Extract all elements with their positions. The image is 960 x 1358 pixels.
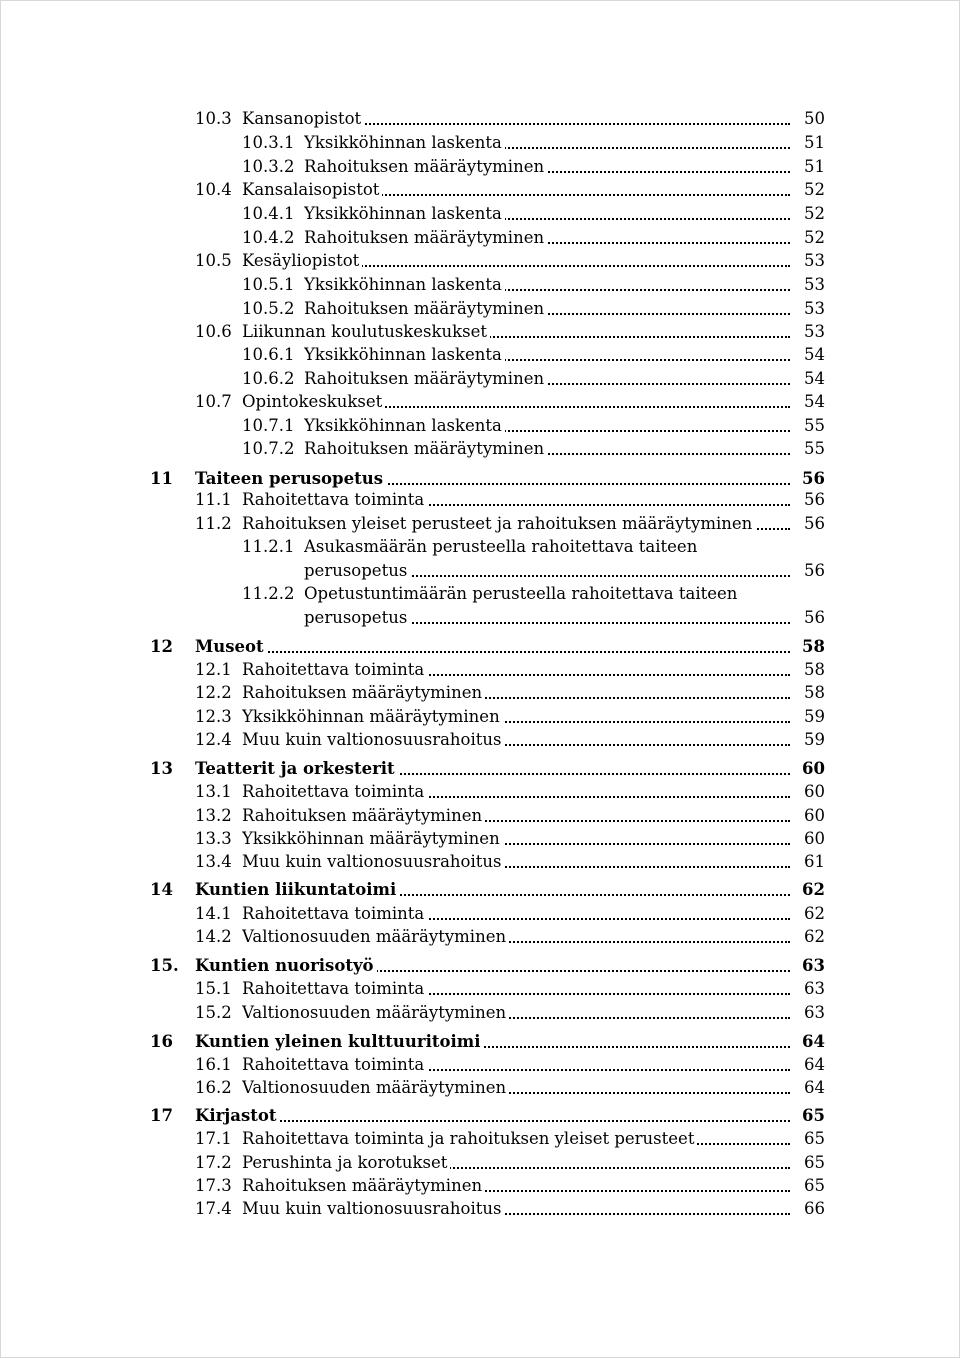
- toc-page-number: 58: [804, 660, 825, 679]
- toc-entry[interactable]: [150, 978, 825, 1000]
- toc-entry[interactable]: [150, 179, 825, 201]
- dot-leader: [195, 1120, 790, 1122]
- toc-page-number: 55: [804, 439, 825, 458]
- toc-entry[interactable]: [150, 1002, 825, 1024]
- toc-number: 17.3: [195, 1176, 232, 1195]
- toc-title-text: Rahoituksen määräytyminen: [242, 683, 485, 702]
- toc-entry[interactable]: [150, 1054, 825, 1076]
- toc-number: 12.3: [195, 707, 232, 726]
- toc-title: [242, 978, 790, 1000]
- dot-leader: [195, 651, 790, 653]
- toc-title: [242, 1002, 790, 1024]
- toc-title-text: Muu kuin valtionosuusrahoitus: [242, 852, 504, 871]
- toc-title-text: Rahoituksen määräytyminen: [242, 1176, 485, 1195]
- toc-entry[interactable]: [150, 368, 825, 390]
- toc-title-text: Opintokeskukset: [242, 392, 385, 411]
- toc-number: 17: [150, 1106, 173, 1125]
- toc-title: [195, 1031, 790, 1053]
- toc-title-text: Kuntien yleinen kulttuuritoimi: [195, 1032, 483, 1051]
- toc-title-text: Rahoitettava toiminta: [242, 490, 427, 509]
- toc-number: 13.1: [195, 782, 232, 801]
- toc-entry[interactable]: [150, 108, 825, 130]
- toc-entry[interactable]: [150, 805, 825, 827]
- toc-title-text: Yksikköhinnan laskenta: [304, 275, 505, 294]
- toc-title-text: Valtionosuuden määräytyminen: [242, 1003, 509, 1022]
- toc-number: 11: [150, 469, 173, 488]
- toc-page-number: 60: [804, 782, 825, 801]
- toc-page-number: 63: [804, 1003, 825, 1022]
- toc-title: [242, 781, 790, 803]
- toc-entry[interactable]: [150, 659, 825, 681]
- toc-title-text: Kuntien liikuntatoimi: [195, 880, 399, 899]
- toc-entry[interactable]: [150, 1198, 825, 1220]
- toc-title: [242, 489, 790, 511]
- toc-number: 10.3: [195, 109, 232, 128]
- toc-title: [242, 321, 790, 343]
- toc-entry[interactable]: [150, 250, 825, 272]
- toc-entry[interactable]: [150, 851, 825, 873]
- toc-entry[interactable]: [150, 536, 825, 558]
- toc-number: 10.5.2: [242, 299, 295, 318]
- toc-page-number: 56: [804, 490, 825, 509]
- toc-title: [242, 1152, 790, 1174]
- toc-number: 14.1: [195, 904, 232, 923]
- toc-number: 12.1: [195, 660, 232, 679]
- toc-entry[interactable]: [150, 298, 825, 320]
- toc-title: [242, 805, 790, 827]
- toc-page-number: 60: [802, 759, 825, 778]
- toc-title: [242, 659, 790, 681]
- toc-title: [242, 926, 790, 948]
- toc-chapter[interactable]: [150, 955, 825, 977]
- toc-page-number: 53: [804, 299, 825, 318]
- toc-page-number: 60: [804, 829, 825, 848]
- toc-entry[interactable]: [150, 438, 825, 460]
- toc-title-text: Rahoitettava toiminta ja rahoituksen yleiset perusteet: [242, 1129, 697, 1148]
- toc-number: 12.2: [195, 683, 232, 702]
- toc-title: [304, 536, 790, 558]
- toc-title-text: Rahoitettava toiminta: [242, 660, 427, 679]
- toc-title-text: Rahoituksen määräytyminen: [304, 439, 547, 458]
- toc-number: 13.2: [195, 806, 232, 825]
- toc-number: 10.7.1: [242, 416, 295, 435]
- toc-number: 10.7.2: [242, 439, 295, 458]
- toc-number: 13.3: [195, 829, 232, 848]
- toc-title: [242, 513, 790, 535]
- toc-title: [242, 250, 790, 272]
- toc-number: 10.6: [195, 322, 232, 341]
- toc-page-number: 65: [804, 1153, 825, 1172]
- toc-number: 11.2.1: [242, 537, 295, 556]
- toc-page-number: 53: [804, 275, 825, 294]
- toc-page-number: 53: [804, 251, 825, 270]
- toc-title-text: Rahoituksen määräytyminen: [304, 228, 547, 247]
- toc-title-text: Kesäyliopistot: [242, 251, 362, 270]
- toc-title-text: Rahoituksen yleiset perusteet ja rahoituksen määräytyminen: [242, 514, 755, 533]
- toc-page-number: 64: [804, 1078, 825, 1097]
- toc-entry[interactable]: [150, 583, 825, 605]
- toc-title: [304, 344, 790, 366]
- toc-page-number: 59: [804, 707, 825, 726]
- toc-number: 10.7: [195, 392, 232, 411]
- toc-title-text: Asukasmäärän perusteella rahoitettava taiteen: [304, 537, 700, 556]
- toc-entry[interactable]: [150, 415, 825, 437]
- toc-title-text: Muu kuin valtionosuusrahoitus: [242, 1199, 504, 1218]
- toc-number: 10.3.2: [242, 157, 295, 176]
- toc-page-number: 51: [804, 133, 825, 152]
- toc-title-text: perusopetus: [304, 561, 410, 580]
- toc-title-text: Rahoitettava toiminta: [242, 782, 427, 801]
- toc-entry[interactable]: [150, 513, 825, 535]
- toc-chapter[interactable]: [150, 468, 825, 490]
- toc-title-text: Valtionosuuden määräytyminen: [242, 927, 509, 946]
- toc-title-text: Museot: [195, 637, 267, 656]
- toc-number: 10.3.1: [242, 133, 295, 152]
- toc-number: 10.5: [195, 251, 232, 270]
- toc-entry[interactable]: [150, 1128, 825, 1150]
- toc-title-text: Yksikköhinnan laskenta: [304, 345, 505, 364]
- toc-page-number: 62: [802, 880, 825, 899]
- toc-page-number: 56: [802, 469, 825, 488]
- toc-title-text: Yksikköhinnan määräytyminen: [242, 707, 503, 726]
- toc-title-text: Yksikköhinnan laskenta: [304, 204, 505, 223]
- toc-title: [304, 203, 790, 225]
- toc-title-text: Valtionosuuden määräytyminen: [242, 1078, 509, 1097]
- toc-number: 15.: [150, 956, 179, 975]
- toc-number: 12.4: [195, 730, 232, 749]
- toc-page-number: 56: [804, 561, 825, 580]
- toc-number: 16: [150, 1032, 173, 1051]
- toc-number: 10.6.2: [242, 369, 295, 388]
- toc-title-text: Liikunnan koulutuskeskukset: [242, 322, 490, 341]
- toc-title-text: Opetustuntimäärän perusteella rahoitettava taiteen: [304, 584, 740, 603]
- toc-entry[interactable]: [150, 489, 825, 511]
- toc-title: [304, 298, 790, 320]
- toc-page-number: 52: [804, 204, 825, 223]
- toc-entry[interactable]: [150, 156, 825, 178]
- toc-title-text: Yksikköhinnan laskenta: [304, 416, 505, 435]
- toc-title: [304, 438, 790, 460]
- toc-title: [304, 415, 790, 437]
- toc-title-text: Taiteen perusopetus: [195, 469, 386, 488]
- toc-page-number: 53: [804, 322, 825, 341]
- toc-page-number: 59: [804, 730, 825, 749]
- toc-title: [242, 1198, 790, 1220]
- toc-chapter[interactable]: [150, 1031, 825, 1053]
- toc-chapter[interactable]: [150, 636, 825, 658]
- toc-title-text: Rahoituksen määräytyminen: [242, 806, 485, 825]
- toc-page-number: 54: [804, 392, 825, 411]
- toc-page-number: 64: [804, 1055, 825, 1074]
- toc-page-number: 65: [804, 1176, 825, 1195]
- toc-entry[interactable]: [150, 132, 825, 154]
- toc-number: 10.4.1: [242, 204, 295, 223]
- toc-title: [304, 560, 790, 582]
- toc-entry[interactable]: [150, 706, 825, 728]
- toc-number: 17.2: [195, 1153, 232, 1172]
- toc-page-number: 50: [804, 109, 825, 128]
- toc-title: [242, 391, 790, 413]
- toc-entry[interactable]: [150, 391, 825, 413]
- toc-entry[interactable]: [150, 729, 825, 751]
- toc-title-text: Muu kuin valtionosuusrahoitus: [242, 730, 504, 749]
- toc-number: 10.4: [195, 180, 232, 199]
- toc-title: [195, 879, 790, 901]
- toc-title: [242, 1175, 790, 1197]
- toc-title-text: Rahoitettava toiminta: [242, 904, 427, 923]
- toc-entry[interactable]: [150, 781, 825, 803]
- toc-page-number: 60: [804, 806, 825, 825]
- toc-chapter[interactable]: [150, 758, 825, 780]
- toc-page-number: 62: [804, 904, 825, 923]
- toc-title-text: Rahoituksen määräytyminen: [304, 157, 547, 176]
- toc-page-number: 56: [804, 514, 825, 533]
- toc-number: 14.2: [195, 927, 232, 946]
- toc-entry[interactable]: [150, 682, 825, 704]
- toc-number: 12: [150, 637, 173, 656]
- toc-title: [242, 108, 790, 130]
- toc-title-text: Kirjastot: [195, 1106, 280, 1125]
- toc-page-number: 52: [804, 228, 825, 247]
- toc-title: [242, 903, 790, 925]
- toc-entry[interactable]: [150, 1175, 825, 1197]
- toc-title: [195, 636, 790, 658]
- toc-page-number: 62: [804, 927, 825, 946]
- toc-number: 13: [150, 759, 173, 778]
- toc-title: [242, 851, 790, 873]
- toc-page-number: 51: [804, 157, 825, 176]
- toc-page-number: 55: [804, 416, 825, 435]
- toc-entry[interactable]: [150, 227, 825, 249]
- toc-number: 15.1: [195, 979, 232, 998]
- toc-title-text: Yksikköhinnan laskenta: [304, 133, 505, 152]
- toc-entry[interactable]: [150, 274, 825, 296]
- toc-title: [304, 368, 790, 390]
- toc-entry[interactable]: [150, 344, 825, 366]
- toc-entry[interactable]: [150, 203, 825, 225]
- toc-title-text: Teatterit ja orkesterit: [195, 759, 398, 778]
- toc-title: [304, 274, 790, 296]
- toc-number: 17.1: [195, 1129, 232, 1148]
- toc-entry[interactable]: [150, 903, 825, 925]
- toc-number: 10.4.2: [242, 228, 295, 247]
- toc-title-text: perusopetus: [304, 608, 410, 627]
- toc-entry[interactable]: [150, 828, 825, 850]
- toc-page-number: 66: [804, 1199, 825, 1218]
- toc-page-number: 63: [802, 956, 825, 975]
- toc-title: [195, 468, 790, 490]
- toc-title: [242, 828, 790, 850]
- toc-title-text: Rahoitettava toiminta: [242, 979, 427, 998]
- toc-entry[interactable]: [150, 560, 825, 582]
- toc-page-number: 58: [802, 637, 825, 656]
- toc-title: [242, 1077, 790, 1099]
- toc-title: [195, 955, 790, 977]
- toc-number: 14: [150, 880, 173, 899]
- toc-entry[interactable]: [150, 1152, 825, 1174]
- toc-title: [242, 179, 790, 201]
- toc-chapter[interactable]: [150, 1105, 825, 1127]
- toc-title: [195, 1105, 790, 1127]
- toc-page-number: 64: [802, 1032, 825, 1051]
- toc-title: [304, 132, 790, 154]
- toc-number: 16.2: [195, 1078, 232, 1097]
- toc-number: 17.4: [195, 1199, 232, 1218]
- toc-title: [195, 758, 790, 780]
- toc-title: [304, 227, 790, 249]
- toc-page-number: 58: [804, 683, 825, 702]
- toc-title: [304, 607, 790, 629]
- toc-entry[interactable]: [150, 321, 825, 343]
- toc-page-number: 65: [804, 1129, 825, 1148]
- toc-number: 11.2: [195, 514, 232, 533]
- toc-title-text: Kuntien nuorisotyö: [195, 956, 377, 975]
- toc-page-number: 61: [804, 852, 825, 871]
- toc-number: 15.2: [195, 1003, 232, 1022]
- toc-title: [242, 706, 790, 728]
- toc-number: 10.6.1: [242, 345, 295, 364]
- toc-title-text: Kansalaisopistot: [242, 180, 382, 199]
- toc-number: 16.1: [195, 1055, 232, 1074]
- toc-title-text: Rahoitettava toiminta: [242, 1055, 427, 1074]
- toc-title: [242, 1054, 790, 1076]
- toc-entry[interactable]: [150, 926, 825, 948]
- toc-title-text: Rahoituksen määräytyminen: [304, 299, 547, 318]
- toc-title-text: Yksikköhinnan määräytyminen: [242, 829, 503, 848]
- toc-title: [242, 729, 790, 751]
- toc-title: [304, 156, 790, 178]
- toc-number: 10.5.1: [242, 275, 295, 294]
- toc-title: [304, 583, 790, 605]
- toc-number: 13.4: [195, 852, 232, 871]
- toc-page-number: 63: [804, 979, 825, 998]
- toc-entry[interactable]: [150, 607, 825, 629]
- toc-page-number: 56: [804, 608, 825, 627]
- toc-number: 11.1: [195, 490, 232, 509]
- toc-title-text: Kansanopistot: [242, 109, 364, 128]
- toc-title-text: Perushinta ja korotukset: [242, 1153, 450, 1172]
- toc-page-number: 65: [802, 1106, 825, 1125]
- toc-chapter[interactable]: [150, 879, 825, 901]
- toc-title-text: Rahoituksen määräytyminen: [304, 369, 547, 388]
- toc-title: [242, 1128, 790, 1150]
- toc-entry[interactable]: [150, 1077, 825, 1099]
- toc-number: 11.2.2: [242, 584, 295, 603]
- toc-page-number: 54: [804, 369, 825, 388]
- toc-page-number: 52: [804, 180, 825, 199]
- toc-title: [242, 682, 790, 704]
- toc-page-number: 54: [804, 345, 825, 364]
